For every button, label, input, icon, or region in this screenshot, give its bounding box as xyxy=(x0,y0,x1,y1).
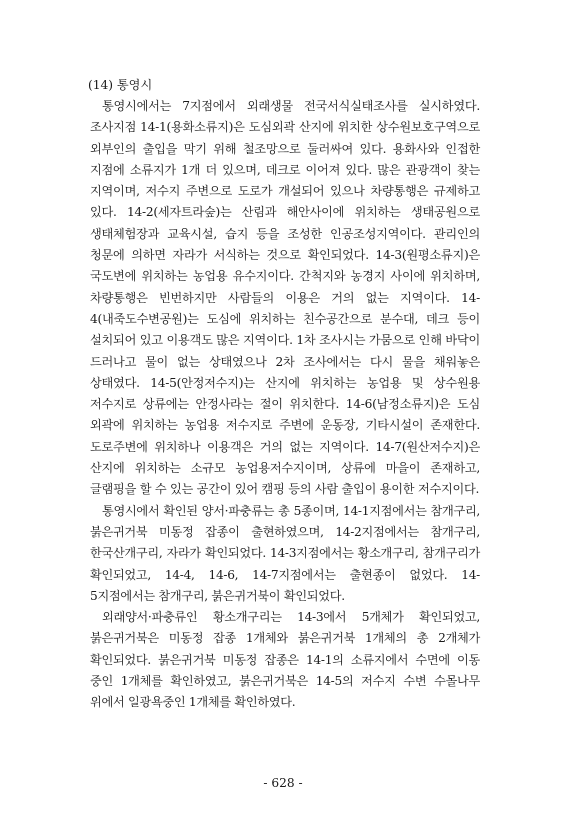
section-heading: (14) 통영시 xyxy=(88,78,153,92)
page-number: - 628 - xyxy=(263,776,303,790)
paragraph-site-descriptions: 통영시에서는 7지점에서 외래생물 전국서식실태조사를 실시하였다. 조사지점 14-1(용화소류지)은 도심외곽 산지에 위치한 상수원보호구역으로 외부인의 출입을 막기 위해 철조망으로 둘러싸여 있다. 용화사와 인접한 지점에 소류지가 1개 더 있으며, 데크로 이어져 있다. 많은 관광객이 찾는 지역이며, 저수지 주변으로 도로가 개설되어 있으나 차량통행은 규제하고 있다. 14-2(세자트라숲)는 산림과 해안사이에 위치하는 생태공원으로 생태체험장과 교육시설, 습지 등을 조성한 인공조성지역이다. 관리인의 청문에 의하면 자라가 서식하는 것으로 확인되었다. 14-3(원평소류지)은 국도변에 위치하는 농업용 유수지이다. 간척지와 농경지 사이에 위치하며, 차량통행은 빈번하지만 사람들의 이용은 거의 없는 지역이다. 14-4(내죽도수변공원)는 도심에 위치하는 친수공간으로 분수대, 데크 등이 설치되어 있고 이용객도 많은 지역이다. 1차 조사시는 가뭄으로 인해 바닥이 드러나고 물이 없는 상태였으나 2차 조사에서는 다시 물을 채워놓은 상태였다. 14-5(안정저수지)는 산지에 위치하는 농업용 및 상수원용 저수지로 상류에는 안정사라는 절이 위치한다. 14-6(남정소류지)은 도심 외곽에 위치하는 농업용 저수지로 주변에 운동장, 기타시설이 존재한다. 도로주변에 위치하나 이용객은 거의 없는 지역이다. 14-7(원산저수지)은 산지에 위치하는 소규모 농업용저수지이며, 상류에 마을이 존재하고, 글램핑을 할 수 있는 공간이 있어 캠핑 등의 사람 출입이 용이한 저수지이다. xyxy=(90,99,480,497)
paragraph-species-found: 통영시에서 확인된 양서·파충류는 총 5종이며, 14-1지점에서는 참개구리, 붉은귀거북 미동정 잡종이 출현하였으며, 14-2지점에서는 참개구리, 한국산개구리, 자라가 확인되었다. 14-3지점에서는 황소개구리, 참개구리가 확인되었고, 14-4, 14-6, 14-7지점에서는 출현종이 없었다. 14-5지점에서는 참개구리, 붉은귀거북이 확인되었다. xyxy=(90,503,480,603)
paragraph-invasive-species: 외래양서·파충류인 황소개구리는 14-3에서 5개체가 확인되었고, 붉은귀거북은 미동정 잡종 1개체와 붉은귀거북 1개체의 총 2개체가 확인되었다. 붉은귀거북 미동정 잡종은 14-1의 소류지에서 수면에 이동 중인 1개체를 확인하였고, 붉은귀거북은 14-5의 저수지 수변 수몰나무 위에서 일광욕중인 1개체를 확인하였다. xyxy=(90,610,481,710)
body-text xyxy=(90,96,480,714)
